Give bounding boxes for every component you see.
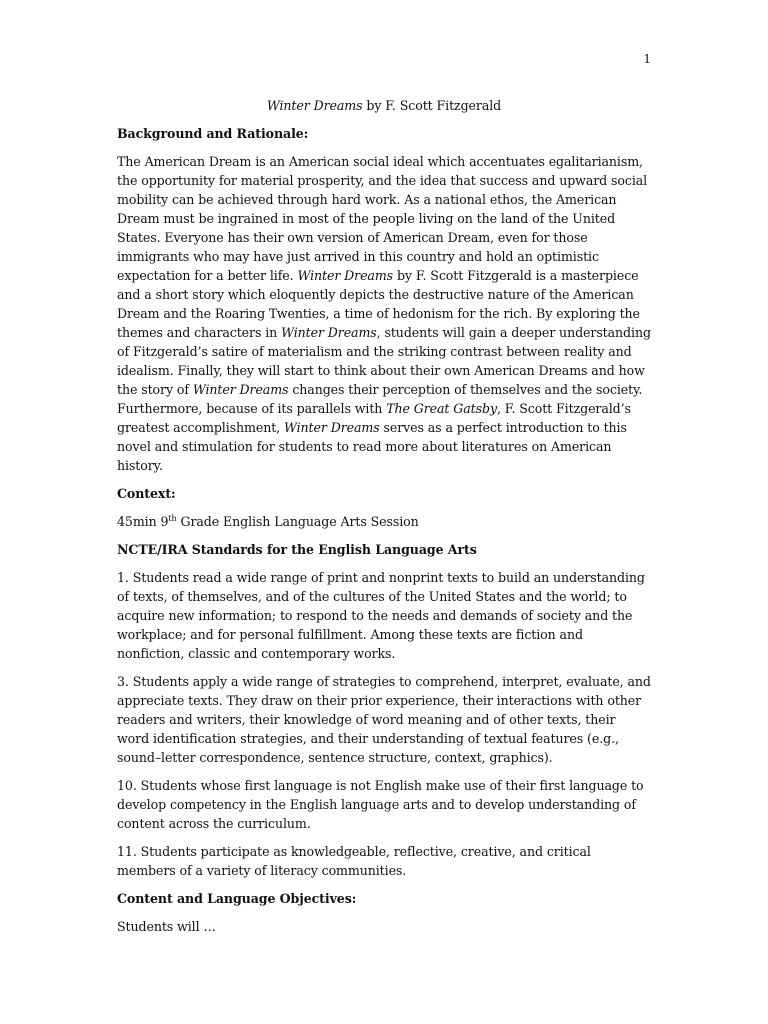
background-heading: Background and Rationale: bbox=[117, 126, 309, 141]
text-run: by F. Scott Fitzgerald is a masterpiece and a short story which eloquently depicts the destructive nature of the American Dream and the Roaring Twenties, a time of hedonism for the rich. By exploring the themes and characters in bbox=[117, 268, 640, 340]
text-run: 45min 9 bbox=[117, 514, 169, 529]
text-run: , students will gain a deeper understanding of Fitzgerald’s satire of materialism and the striking contrast between reality and idealism. Finally, they will start to think about their own American Dreams and how the story of bbox=[117, 325, 651, 397]
objectives-heading: Content and Language Objectives: bbox=[117, 891, 357, 906]
page-number: 1 bbox=[643, 52, 651, 66]
objectives-paragraph: Students will … bbox=[117, 919, 216, 934]
standards-heading: NCTE/IRA Standards for the English Language Arts bbox=[117, 542, 477, 557]
italic-title: Winter Dreams bbox=[192, 382, 289, 397]
title-author: by F. Scott Fitzgerald bbox=[362, 98, 502, 113]
standard-item: 10. Students whose first language is not English make use of their first language to develop competency in the English language arts and to develop understanding of content across the curriculum. bbox=[117, 778, 644, 831]
standard-item: 3. Students apply a wide range of strategies to comprehend, interpret, evaluate, and appreciate texts. They draw on their prior experience, their interactions with other readers and writers, their knowledge of word meaning and of other texts, their word identification strategies, and their understanding of textual features (e.g., sound–letter correspondence, sentence structure, context, graphics). bbox=[117, 674, 651, 765]
italic-title: Winter Dreams bbox=[281, 325, 377, 340]
background-paragraph bbox=[117, 152, 651, 475]
text-run: Grade English Language Arts Session bbox=[176, 514, 419, 529]
text-run: The American Dream is an American social ideal which accentuates egalitarianism, the opportunity for material prosperity, and the idea that success and upward social mobility can be achieved through hard work. As a national ethos, the American Dream must be ingrained in most of the people living on the land of the United States. Everyone has their own version of American Dream, even for those immigrants who may have just arrived in this country and hold an optimistic expectation for a better life. bbox=[117, 154, 648, 283]
context-paragraph bbox=[117, 512, 651, 531]
text-run: , F. Scott Fitzgerald’s greatest accomplishment, bbox=[117, 401, 631, 435]
standard-item: 11. Students participate as knowledgeable, reflective, creative, and critical members of a variety of literacy communities. bbox=[117, 844, 591, 878]
text-run: changes their perception of themselves and the society. Furthermore, because of its parallels with bbox=[117, 382, 643, 416]
italic-title: Winter Dreams bbox=[297, 268, 394, 283]
document-body bbox=[117, 96, 651, 945]
context-heading: Context: bbox=[117, 486, 176, 501]
document-title bbox=[117, 96, 651, 115]
text-run: serves as a perfect introduction to this novel and stimulation for students to read more about literatures on American history. bbox=[117, 420, 627, 473]
standard-item: 1. Students read a wide range of print and nonprint texts to build an understanding of texts, of themselves, and of the cultures of the United States and the world; to acquire new information; to respond to the needs and demands of society and the workplace; and for personal fulfillment. Among these texts are fiction and nonfiction, classic and contemporary works. bbox=[117, 570, 645, 661]
title-work: Winter Dreams bbox=[266, 98, 363, 113]
italic-title: The Great Gatsby bbox=[386, 401, 497, 416]
italic-title: Winter Dreams bbox=[284, 420, 380, 435]
superscript: th bbox=[168, 513, 177, 523]
